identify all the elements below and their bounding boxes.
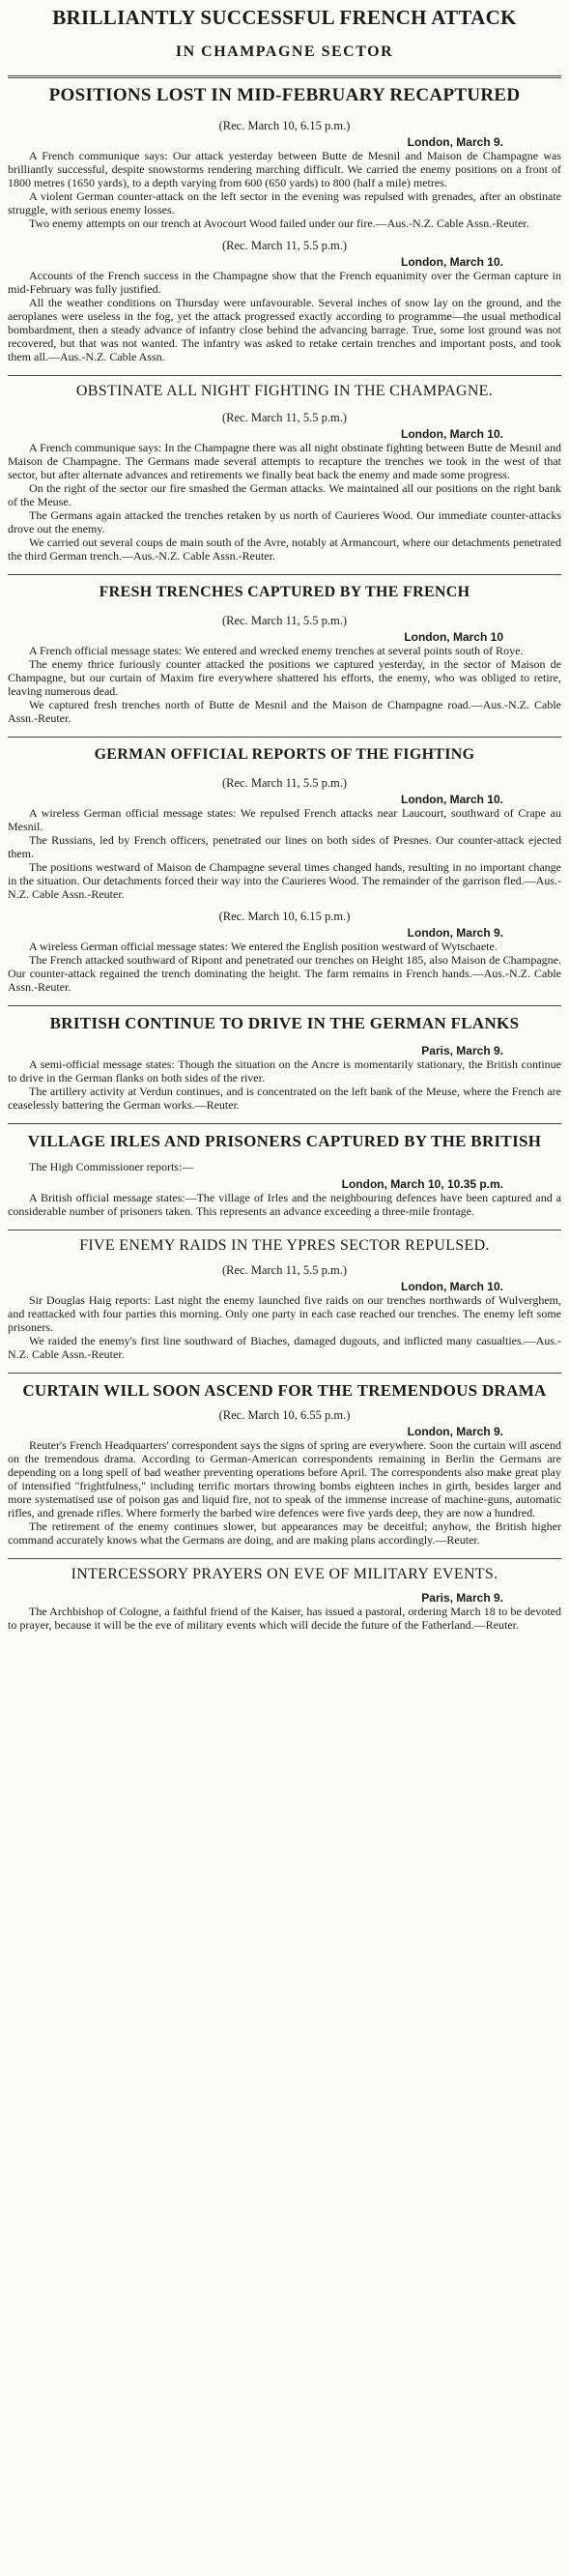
paragraph: We carried out several coups de main south of the Avre, notably at Armancourt, where our detachments penetrated the third German trench.—Aus.-N.Z. Cable Assn.-Reuter. (8, 535, 561, 563)
paragraph: A semi-official message states: Though the situation on the Ancre is momentarily stationary, the British continue to drive in the German flanks on both sides of the river. (8, 1057, 561, 1085)
divider (8, 375, 561, 376)
place-dateline: London, March 10. (400, 1280, 503, 1293)
paragraph: The Russians, led by French officers, penetrated our lines on both sides of Presnes. Our counter-attack ejected them. (8, 833, 561, 860)
paragraph: All the weather conditions on Thursday were unfavourable. Several inches of snow lay on the ground, and the aeroplanes were useless in the fog, yet the attack progressed exactly according to programme—the usual methodical bombardment, then a steady advance of infantry close behind the advancing barrage. True, some lost ground was not recovered, but that was not wanted. The infantry was asked to retake certain trenches and important posts, and took them all.—Aus.-N.Z. Cable Assn. (8, 296, 561, 363)
received-dateline: (Rec. March 11, 5.5 p.m.) (221, 614, 348, 627)
paragraph: A wireless German official message states: We repulsed French attacks near Laucourt, southward of Crape au Mesnil. (8, 806, 561, 833)
paragraph: The Archbishop of Cologne, a faithful friend of the Kaiser, has issued a pastoral, ordering March 18 to be devoted to prayer, because it will be the eve of military events which will decide the future of the Fatherland.—Reuter. (8, 1605, 561, 1632)
received-dateline: (Rec. March 11, 5.5 p.m.) (221, 411, 348, 424)
headline: VILLAGE IRLES AND PRISONERS CAPTURED BY THE BRITISH (27, 1132, 542, 1150)
paragraph: The retirement of the enemy continues slower, but appearances may be deceitful; anyhow, the British higher command accurately knows what the Germans are doing, and are making plans accordingly.—Reuter. (8, 1520, 561, 1547)
place-dateline: London, March 10. (400, 255, 503, 269)
paragraph: We raided the enemy's first line southward of Biaches, damaged dugouts, and inflicted many casualties.—Aus.-N.Z. Cable Assn.-Reuter. (8, 1334, 561, 1361)
paragraph: Two enemy attempts on our trench at Avocourt Wood failed under our fire.—Aus.-N.Z. Cable Assn.-Reuter. (29, 217, 529, 230)
divider (8, 1123, 561, 1124)
received-dateline: (Rec. March 11, 5.5 p.m.) (221, 239, 348, 252)
headline: GERMAN OFFICIAL REPORTS OF THE FIGHTING (94, 746, 475, 763)
paragraph: Reuter's French Headquarters' correspondent says the signs of spring are everywhere. Soon the curtain will ascend on the tremendous drama. According to German-American correspondents remaining in Berlin the Germans are depending on a long spell of bad weather preventing operations before April. The correspondents also make great play of intensified "frightfulness," including terrific mortars throwing bombs eighteen inches in girth, besides larger and more systematised use of poison gas and liquid fire, not to speak of the immense increase of machine-guns, automatic rifles, and grenade rifles. Where formerly the barbed wire defences were five yards deep, they are now a hundred. (8, 1438, 561, 1520)
paragraph: Accounts of the French success in the Champagne show that the French equanimity over the German capture in mid-February was fully justified. (8, 269, 561, 296)
place-dateline: Paris, March 9. (421, 1044, 503, 1057)
article-german-official-reports (8, 743, 561, 994)
headline: CURTAIN WILL SOON ASCEND FOR THE TREMENDOUS DRAMA (22, 1381, 547, 1400)
paragraph: The High Commissioner reports:— (29, 1160, 194, 1173)
received-dateline: (Rec. March 10, 6.55 p.m.) (218, 1408, 351, 1422)
paragraph: A British official message states:—The village of Irles and the neighbouring defences have been captured and a considerable number of prisoners taken. This represents an advance exceeding a three-mile frontage. (8, 1191, 561, 1218)
article-all-night-fighting (8, 382, 561, 563)
article-village-irles (8, 1130, 561, 1218)
article-british-flanks (8, 1012, 561, 1112)
headline: POSITIONS LOST IN MID-FEBRUARY RECAPTURED (48, 85, 521, 105)
paragraph: A wireless German official message states: We entered the English position westward of Wytschaete. (29, 940, 498, 953)
paragraph: We captured fresh trenches north of Butte de Mesnil and the Maison de Champagne road.—Aus.-N.Z. Cable Assn.-Reuter. (8, 698, 561, 725)
divider (8, 1373, 561, 1374)
headline: FIVE ENEMY RAIDS IN THE YPRES SECTOR REPULSED. (79, 1237, 490, 1254)
received-dateline: (Rec. March 10, 6.15 p.m.) (218, 119, 351, 132)
place-dateline: London, March 10. (400, 427, 503, 441)
paragraph: A French communique says: Our attack yesterday between Butte de Mesnil and Maison de Champagne was brilliantly successful, despite snowstorms rendering marching difficult. We carried the enemy positions on a front of 1800 metres (1650 yards), to a depth varying from 600 (650 yards) to 800 (half a mile) metres. (8, 149, 561, 189)
subheadline: IN CHAMPAGNE SECTOR (175, 43, 394, 60)
article-positions-recaptured (8, 84, 561, 363)
paragraph: A violent German counter-attack on the left sector in the evening was repulsed with grenades, after an obstinate struggle, with serious enemy losses. (8, 189, 561, 217)
article-ypres-raids (8, 1236, 561, 1361)
headline: BRITISH CONTINUE TO DRIVE IN THE GERMAN FLANKS (49, 1014, 520, 1032)
received-dateline: (Rec. March 11, 5.5 p.m.) (221, 776, 348, 790)
divider (8, 75, 561, 78)
place-dateline: Paris, March 9. (421, 1591, 503, 1605)
paragraph: The artillery activity at Verdun continues, and is concentrated on the left bank of the Meuse, where the French are ceaselessly battering the German works.—Reuter. (8, 1085, 561, 1112)
paragraph: The positions westward of Maison de Champagne several times changed hands, resulting in no important change in the situation. Our detachments forced their way into the Caurieres Wood. The remainder of the garrison fled.—Aus.-N.Z. Cable Assn.-Reuter. (8, 860, 561, 901)
paragraph: The enemy thrice furiously counter attacked the positions we captured yesterday, in the sector of Maison de Champagne, but our curtain of Maxim fire everywhere shattered his efforts, the enemy, who was obliged to retire, leaving numerous dead. (8, 657, 561, 698)
paragraph: On the right of the sector our fire smashed the German attacks. We maintained all our positions on the right bank of the Meuse. (8, 481, 561, 508)
place-dateline: London, March 10. (400, 793, 503, 806)
received-dateline: (Rec. March 10, 6.15 p.m.) (218, 910, 351, 923)
headline: OBSTINATE ALL NIGHT FIGHTING IN THE CHAMPAGNE. (75, 383, 494, 399)
article-tremendous-drama (8, 1379, 561, 1547)
paragraph: Sir Douglas Haig reports: Last night the enemy launched five raids on our trenches northwards of Wulverghem, and reattacked with four parties this morning. Only one party in each case reached our trenches. The enemy left some prisoners. (8, 1293, 561, 1334)
received-dateline: (Rec. March 11, 5.5 p.m.) (221, 1263, 348, 1277)
paragraph: The French attacked southward of Ripont and penetrated our trenches on Height 185, also Maison de Champagne. Our counter-attack regained the trench dominating the height. The farm remains in French hands.—Aus.-N.Z. Cable Assn.-Reuter. (8, 953, 561, 994)
divider (8, 574, 561, 575)
article-fresh-trenches (8, 581, 561, 725)
paragraph: A French official message states: We entered and wrecked enemy trenches at several points south of Roye. (29, 644, 524, 657)
place-dateline: London, March 9. (407, 1425, 503, 1438)
place-dateline: London, March 9. (407, 135, 503, 149)
place-dateline: London, March 9. (407, 926, 503, 940)
article-french-attack-header (8, 0, 561, 62)
headline: BRILLIANTLY SUCCESSFUL FRENCH ATTACK (52, 6, 517, 29)
place-dateline: London, March 10 (404, 630, 503, 644)
paragraph: A French communique says: In the Champagne there was all night obstinate fighting between Butte de Mesnil and Maison de Champagne. The Germans made several attempts to recapture the trenches we took in the west of that sector, but after alternate advances and retirements we finally beat back the enemy and made some progress. (8, 441, 561, 481)
headline: INTERCESSORY PRAYERS ON EVE OF MILITARY EVENTS. (71, 1566, 498, 1582)
divider (8, 1005, 561, 1006)
paragraph: The Germans again attacked the trenches retaken by us north of Caurieres Wood. Our immediate counter-attacks drove out the enemy. (8, 508, 561, 535)
place-dateline: London, March 10, 10.35 p.m. (341, 1177, 503, 1191)
divider (8, 737, 561, 738)
headline: FRESH TRENCHES CAPTURED BY THE FRENCH (99, 584, 470, 600)
divider (8, 1558, 561, 1559)
article-intercessory-prayers (8, 1565, 561, 1632)
